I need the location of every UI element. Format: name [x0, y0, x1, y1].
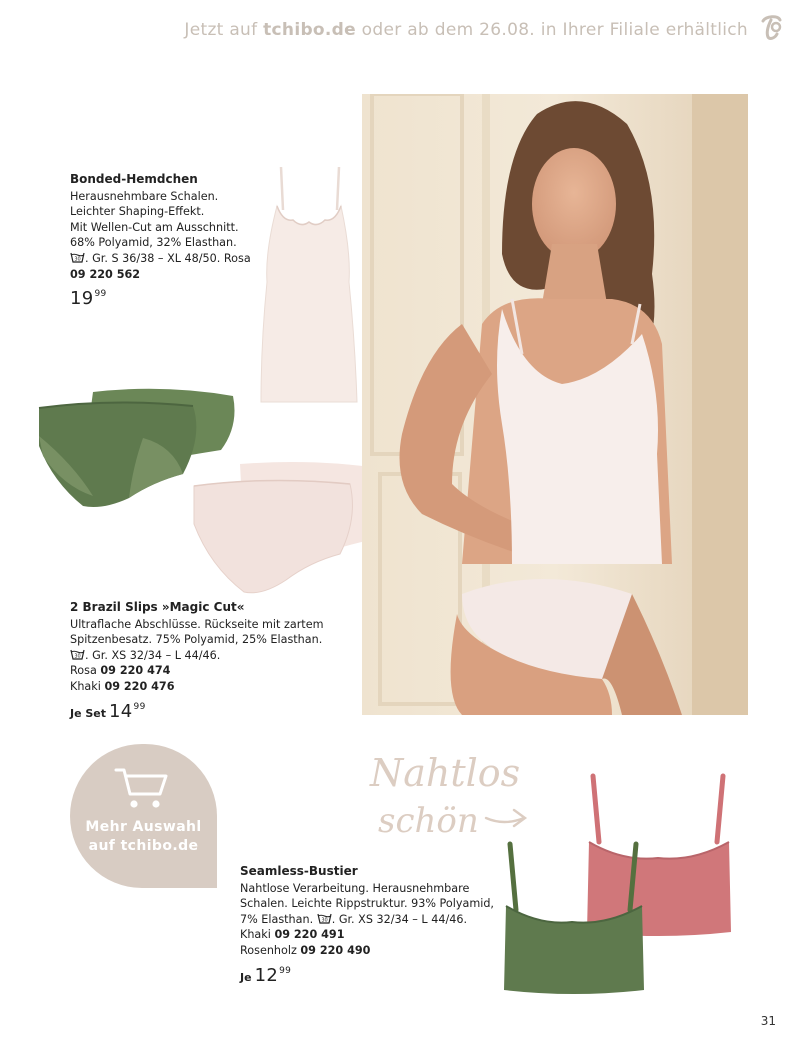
product-title: Bonded-Hemdchen: [70, 172, 198, 186]
script-line2: schön: [378, 801, 479, 841]
svg-text:30: 30: [74, 256, 81, 263]
washing-icon: [317, 913, 332, 924]
svg-text:30: 30: [74, 653, 81, 660]
product-desc-line: Herausnehmbare Schalen.: [70, 189, 219, 203]
product-price: Je $12^{99}$: [240, 964, 292, 986]
header-text-after: oder ab dem 26.08. in Ihrer Filiale erhältlich: [355, 20, 748, 40]
product-article-number: 09 220 490: [300, 943, 371, 957]
cta-line: auf tchibo.de: [88, 838, 199, 854]
product-variant: Rosenholz 09 220 490: [240, 943, 371, 957]
tchibo-logo-icon[interactable]: [756, 12, 786, 42]
product-desc-line: Spitzenbesatz. 75% Polyamid, 25% Elasthan.: [70, 633, 323, 647]
header-text-before: Jetzt auf: [184, 20, 264, 40]
product-variant: Khaki 09 220 491: [240, 928, 345, 942]
model-photo: [362, 94, 748, 715]
product-article-number: 09 220 562: [70, 267, 141, 281]
header-link-tchibo[interactable]: tchibo.de: [263, 20, 356, 40]
product-title: Seamless-Bustier: [240, 864, 358, 878]
product-sizes: 30 . Gr. XS 32/34 – L 44/46.: [70, 648, 330, 664]
product-desc-line: Leichter Shaping-Effekt.: [70, 205, 205, 219]
camisole-product-image[interactable]: [253, 162, 363, 405]
handwritten-headline: [368, 746, 538, 846]
header-availability-text: [184, 20, 748, 40]
product-hemdchen: [70, 172, 270, 309]
product-desc-line: 68% Polyamid, 32% Elasthan.: [70, 236, 237, 250]
product-sizes: 30 . Gr. S 36/38 – XL 48/50. Rosa: [70, 251, 270, 267]
product-article-number: 09 220 476: [104, 679, 175, 693]
khaki-bustier-product-image[interactable]: [500, 840, 650, 998]
product-variant: Khaki 09 220 476: [70, 679, 175, 693]
product-price: Je Set $14^{99}$: [70, 700, 146, 722]
shopping-cart-icon: [114, 766, 170, 812]
product-variant: Rosa 09 220 474: [70, 664, 171, 678]
washing-icon: [70, 649, 85, 660]
washing-icon: [70, 252, 85, 263]
product-slips: [70, 600, 330, 721]
page-number: 31: [760, 1014, 776, 1028]
product-sizes: 7% Elasthan. 30 . Gr. XS 32/34 – L 44/46.: [240, 912, 468, 926]
product-price: $19^{99}$: [70, 288, 107, 310]
svg-text:30: 30: [321, 917, 328, 924]
product-desc-line: Mit Wellen-Cut am Ausschnitt.: [70, 220, 239, 234]
product-desc-line: Schalen. Leichte Rippstruktur. 93% Polyamid,: [240, 897, 494, 911]
script-line1: Nahtlos: [370, 751, 521, 795]
more-selection-badge[interactable]: [70, 744, 217, 888]
product-bustier: [240, 864, 500, 985]
product-article-number: 09 220 474: [100, 664, 171, 678]
product-desc-line: Ultraflache Abschlüsse. Rückseite mit zartem: [70, 617, 324, 631]
product-desc-line: Nahtlose Verarbeitung. Herausnehmbare: [240, 881, 470, 895]
cta-line: Mehr Auswahl: [85, 819, 202, 835]
product-title: 2 Brazil Slips »Magic Cut«: [70, 600, 245, 614]
product-article-number: 09 220 491: [274, 928, 345, 942]
